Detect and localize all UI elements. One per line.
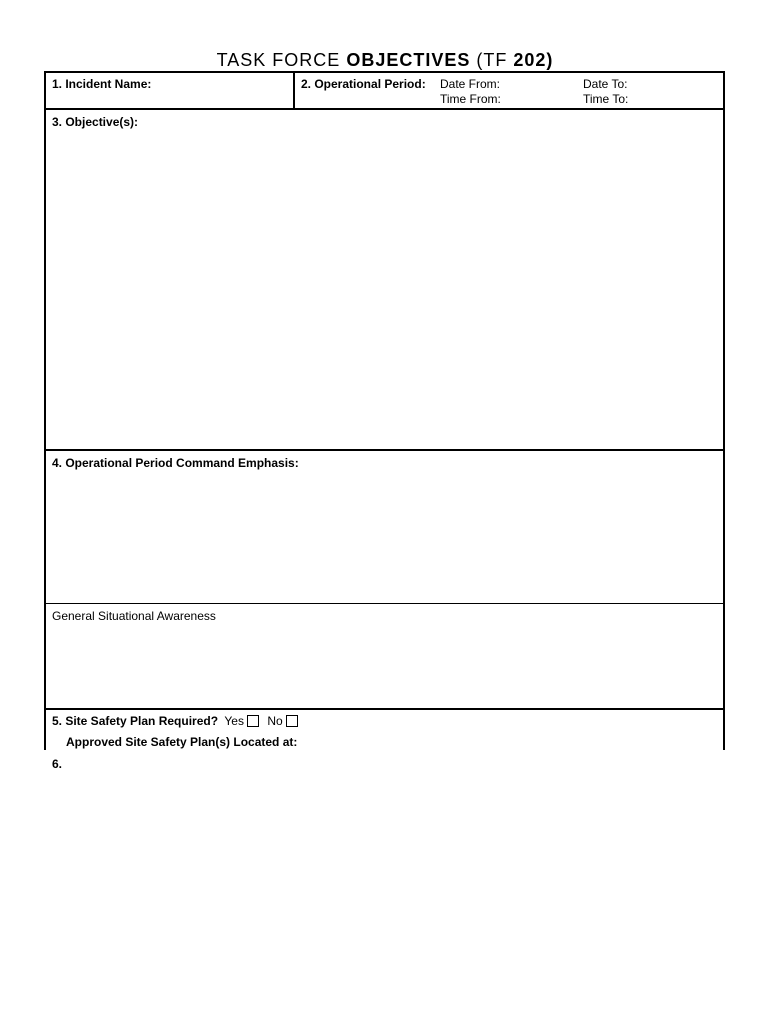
form-title (0, 50, 770, 71)
title-part-3: (TF (470, 50, 514, 70)
title-part-2: OBJECTIVES (346, 50, 471, 70)
no-label: No (267, 714, 283, 728)
date-from-label: Date From: (440, 77, 501, 91)
section-line-awareness (44, 708, 725, 710)
objectives-label: 3. Objective(s): (52, 115, 139, 129)
header-divider (293, 71, 295, 109)
time-to-label: Time To: (583, 92, 629, 106)
no-checkbox[interactable] (286, 715, 298, 727)
section-line-objectives (44, 449, 725, 451)
incident-name-label: 1. Incident Name: (52, 77, 152, 91)
title-part-1: TASK FORCE (216, 50, 347, 70)
yes-label: Yes (224, 714, 244, 728)
situational-awareness-label: General Situational Awareness (52, 609, 216, 623)
operational-period-label: 2. Operational Period: (301, 77, 426, 91)
time-from-label: Time From: (440, 92, 501, 106)
section-6-label: 6. (52, 757, 63, 771)
title-part-4: 202) (513, 50, 554, 70)
form-frame (44, 71, 725, 750)
section-line-emphasis (44, 603, 725, 604)
command-emphasis-label: 4. Operational Period Command Emphasis: (52, 456, 299, 470)
approved-plan-location-label: Approved Site Safety Plan(s) Located at: (66, 735, 298, 749)
site-safety-row (52, 714, 298, 728)
section-line-header (44, 108, 725, 110)
yes-checkbox[interactable] (247, 715, 259, 727)
date-to-label: Date To: (583, 77, 628, 91)
site-safety-label: 5. Site Safety Plan Required? (52, 714, 219, 728)
